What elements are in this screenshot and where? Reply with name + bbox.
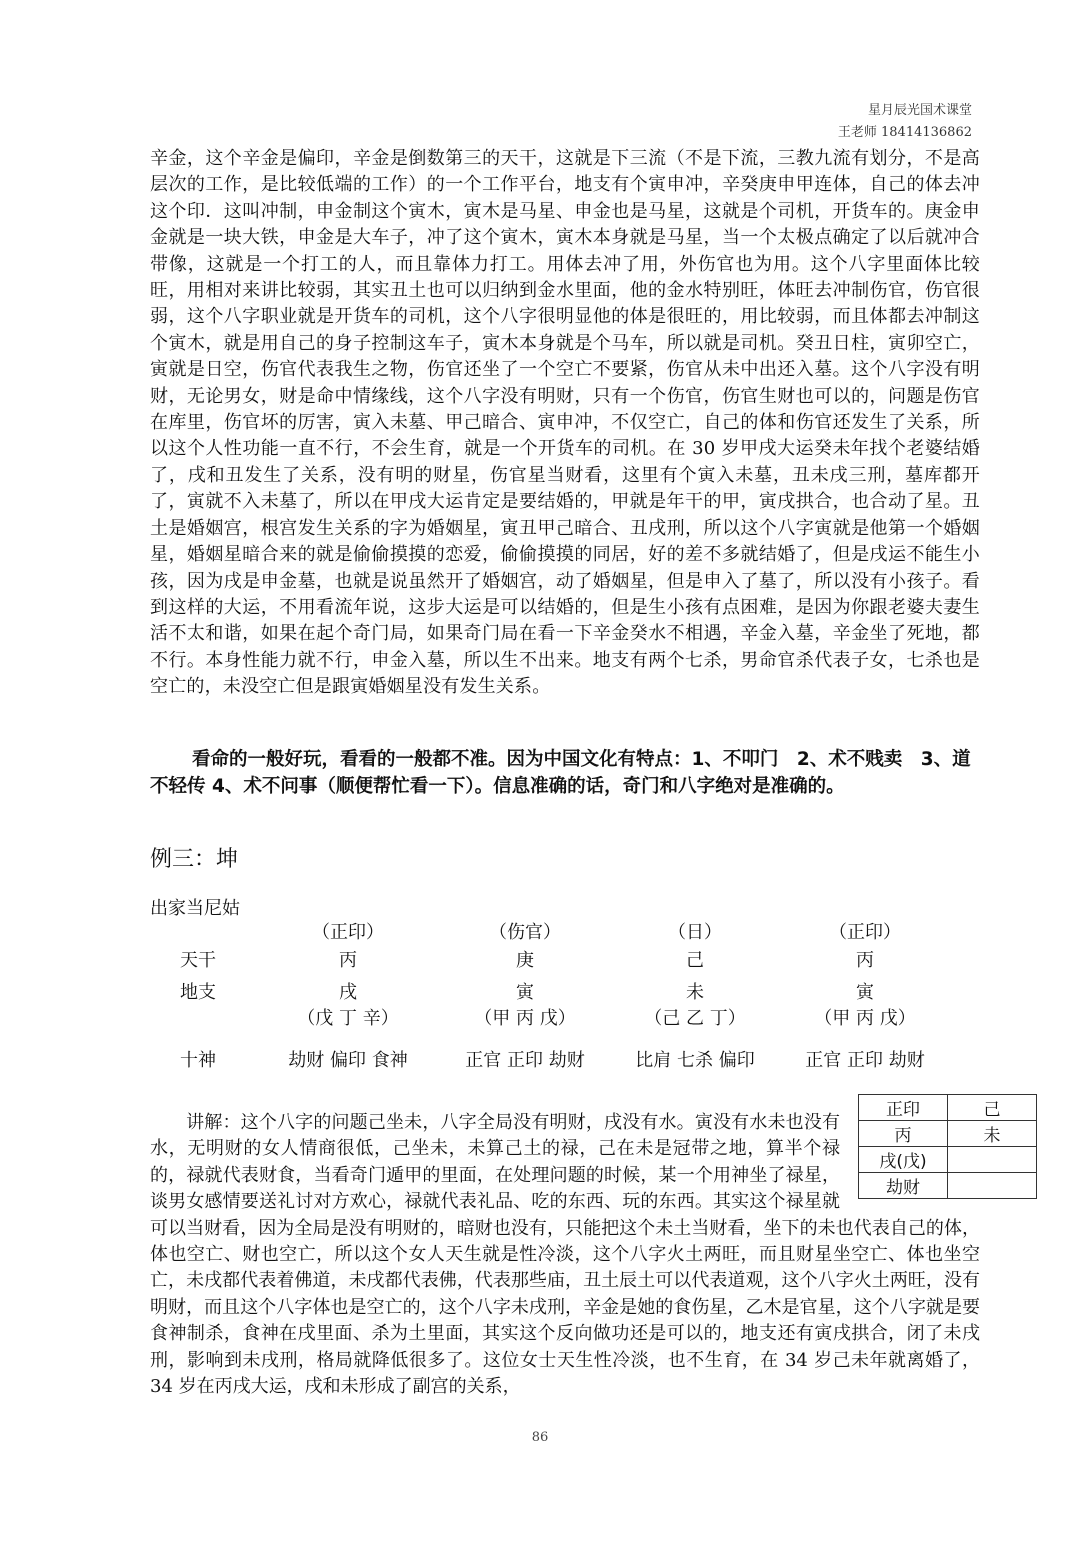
example-title: 例三：坤 [150,847,239,872]
page-number: 86 [531,1430,549,1445]
pillar-1-stem: 丙 [339,950,357,971]
pillar-4-god: （正印） [829,922,901,943]
mini-table-cell: 劫财 [859,1173,948,1199]
pillar-3-hidden: （己 乙 丁） [644,1008,746,1029]
row-label-dizhi: 地支 [180,982,216,1003]
pillar-2-ten-gods: 正官 正印 劫财 [465,1050,585,1071]
pillar-4-stem: 丙 [856,950,874,971]
mini-table-cell: 己 [948,1095,1037,1121]
pillar-1-branch: 戌 [339,982,357,1003]
pillar-2-god: （伤官） [489,922,561,943]
bazi-chart [150,918,970,1078]
pillar-2-hidden: （甲 丙 戊） [474,1008,576,1029]
pillar-1-ten-gods: 劫财 偏印 食神 [288,1050,408,1071]
row-label-tiangan: 天干 [180,950,216,971]
mini-table-cell: 正印 [859,1095,948,1121]
body-paragraph-2-text: 讲解：这个八字的问题己坐未，八字全局没有明财，戌没有水。寅没有水未也没有水，无明财的女人情商很低，己坐未，未算己土的禄，己在未是冠带之地，算半个禄的，禄就代表财食，当看奇门遁甲的里面，在处理问题的时候，某一个用神坐了禄星，谈男女感情要送礼讨对方欢心，禄就代表礼品、吃的东西、玩的东西。其实这个禄星就可以当财看，因为全局是没有明财的，暗财也没有，只能把这个未土当财看，坐下的未也代表自己的体，体也空亡、财也空亡，所以这个女人天生就是性冷淡，这个八字火土两旺，而且财星坐空亡、体也坐空亡，未戌都代表着佛道，未戌都代表佛，代表那些庙，丑土辰土可以代表道观，这个八字火土两旺，没有明财，而且这个八字体也是空亡的，这个八字未戌刑，辛金是她的食伤星，乙木是官星，这个八字就是要食神制杀，食神在戌里面、杀为土里面，其实这个反向做功还是可以的，地支还有寅戌拱合，闭了未戌刑，影响到未戌刑，格局就降低很多了。这位女士天生性冷淡，也不生育，在 34 岁己未年就离婚了，34 岁在丙戌大运，戌和未形成了副宫的关系， [150,1112,980,1398]
pillar-1-hidden: （戊 丁 辛） [297,1008,399,1029]
header-course-name: 星月辰光国术课堂 [867,103,972,118]
bold-paragraph-text: 看命的一般好玩，看看的一般都不准。因为中国文化有特点：1、不叩门 2、术不贱卖 3、道不轻传 4、术不问事（顺便帮忙看一下）。信息准确的话，奇门和八字绝对是准确的。 [150,749,971,797]
pillar-2-branch: 寅 [516,982,534,1003]
pillar-4-branch: 寅 [856,982,874,1003]
example-subtitle: 出家当尼姑 [150,898,240,919]
mini-table-cell: 戌(戊) [859,1147,948,1173]
header-contact: 王老师 18414136862 [837,125,972,140]
page-header [838,100,972,144]
mini-table-cell: 未 [948,1121,1037,1147]
pillar-3-branch: 未 [686,982,704,1003]
bold-paragraph [150,746,980,800]
pillar-3-god: （日） [668,922,722,943]
body-paragraph-2 [150,1110,980,1400]
pillar-4-ten-gods: 正官 正印 劫财 [805,1050,925,1071]
row-label-shishen: 十神 [180,1050,216,1071]
pillar-2-stem: 庚 [516,950,534,971]
mini-table-cell: 丙 [859,1121,948,1147]
pillar-1-god: （正印） [312,922,384,943]
pillar-4-hidden: （甲 丙 戊） [814,1008,916,1029]
pillar-3-ten-gods: 比肩 七杀 偏印 [635,1050,755,1071]
body-paragraph-1: 辛金，这个辛金是偏印，辛金是倒数第三的天干，这就是下三流（不是下流，三教九流有划分，不是高层次的工作，是比较低端的工作）的一个工作平台，地支有个寅申冲，辛癸庚申甲连体，自己的体去冲这个印．这叫冲制，申金制这个寅木，寅木是马星、申金也是马星，这就是个司机，开货车的。庚金申金就是一块大铁，申金是大车子，冲了这个寅木，寅木本身就是马星，当一个太极点确定了以后就冲合带像，这就是一个打工的人，而且靠体力打工。用体去冲了用，外伤官也为用。这个八字里面体比较旺，用相对来讲比较弱，其实丑土也可以归纳到金水里面，他的金水特别旺，体旺去冲制伤官，伤官很弱，这个八字职业就是开货车的司机，这个八字很明显他的体是很旺的，用比较弱，而且体都去冲制这个寅木，就是用自己的身子控制这车子，寅木本身就是个马车，所以就是司机。癸丑日柱，寅卯空亡，寅就是日空，伤官代表我生之物，伤官还坐了一个空亡不要紧，伤官从未中出还入墓。这个八字没有明财，无论男女，财是命中情缘线，这个八字没有明财，只有一个伤官，伤官生财也可以的，问题是伤官在库里，伤官坏的厉害，寅入未墓、甲己暗合、寅申冲，不仅空亡，自己的体和伤官还发生了关系，所以这个人性功能一直不行，不会生育，就是一个开货车的司机。在 30 岁甲戌大运癸未年找个老婆结婚了，戌和丑发生了关系，没有明的财星，伤官星当财看，这里有个寅入未墓，丑未戌三刑，墓库都开了，寅就不入未墓了，所以在甲戌大运肯定是要结婚的，甲就是年干的甲，寅戌拱合，也合动了星。丑土是婚姻宫，根宫发生关系的字为婚姻星，寅丑甲己暗合、丑戌刑，所以这个八字寅就是他第一个婚姻星，婚姻星暗合来的就是偷偷摸摸的恋爱，偷偷摸摸的同居，好的差不多就结婚了，但是戌运不能生小孩，因为戌是申金墓，也就是说虽然开了婚姻宫，动了婚姻星，但是申入了墓了，所以没有小孩子。看到这样的大运，不用看流年说，这步大运是可以结婚的，但是生小孩有点困难，是因为你跟老婆夫妻生活不太和谐，如果在起个奇门局，如果奇门局在看一下辛金癸水不相遇，辛金入墓，辛金坐了死地，都不行。本身性能力就不行，申金入墓，所以生不出来。地支有两个七杀，男命官杀代表子女，七杀也是空亡的，未没空亡但是跟寅婚姻星没有发生关系。 [150,148,980,698]
pillar-3-stem: 己 [686,950,704,971]
